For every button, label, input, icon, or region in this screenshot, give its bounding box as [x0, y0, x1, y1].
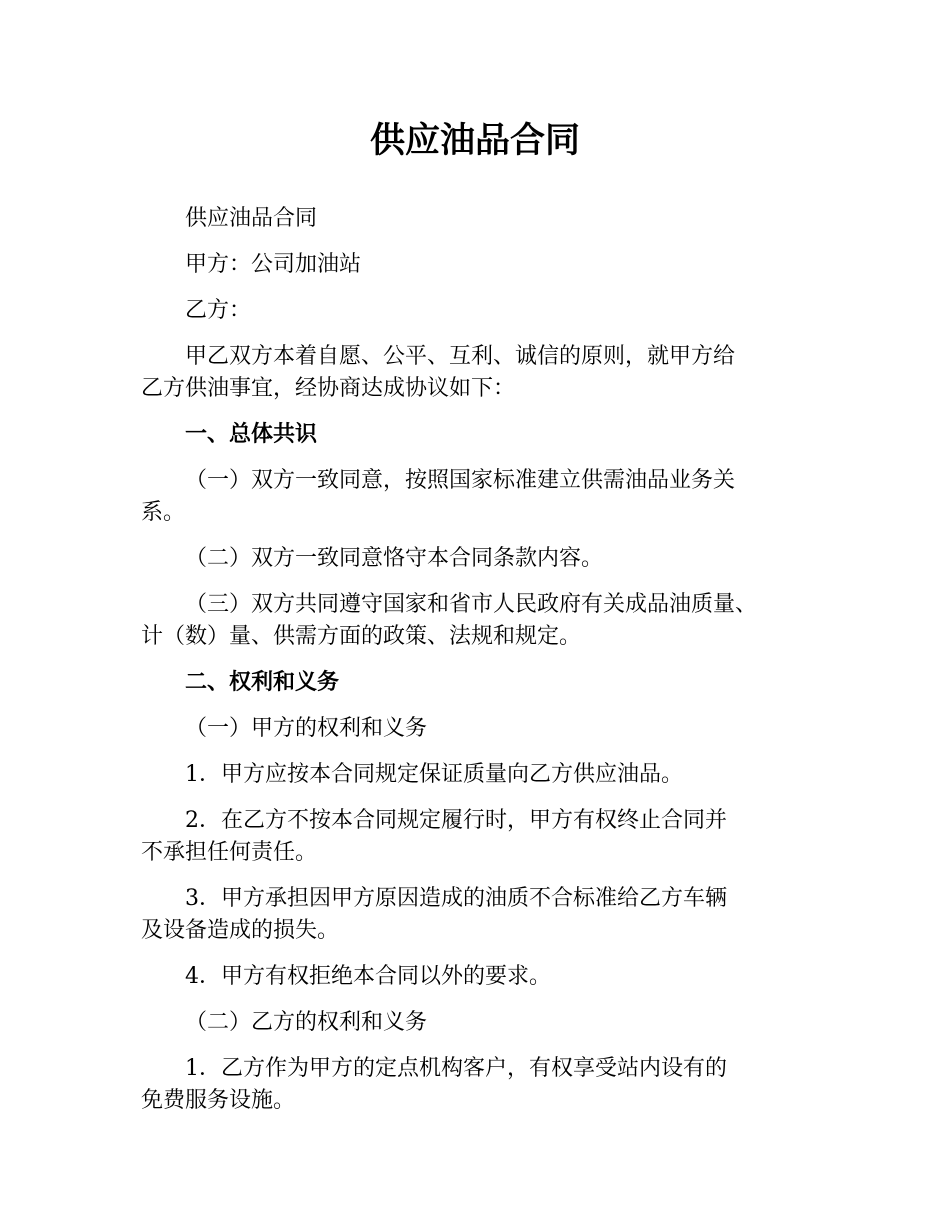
text-line: 一、总体共识	[185, 422, 318, 447]
paragraph	[141, 203, 821, 235]
text-line: （二）乙方的权利和义务	[185, 1010, 428, 1035]
text-line: 乙方：	[185, 298, 252, 323]
text-line: 及设备造成的损失。	[141, 918, 340, 943]
text-line: 乙方供油事宜，经协商达成协议如下：	[141, 376, 516, 401]
paragraph	[141, 1007, 821, 1039]
text-line: 不承担任何责任。	[141, 840, 318, 865]
paragraph	[141, 805, 821, 869]
text-line: （一）双方一致同意，按照国家标准建立供需油品业务关	[185, 468, 736, 493]
text-line: 1．甲方应按本合同规定保证质量向乙方供应油品。	[185, 762, 683, 787]
paragraph	[141, 883, 821, 947]
paragraph	[141, 961, 821, 993]
paragraph	[141, 341, 821, 405]
text-line: 二、权利和义务	[185, 670, 340, 695]
text-line: 供应油品合同	[185, 206, 318, 231]
section-heading	[141, 419, 821, 451]
text-line: 1．乙方作为甲方的定点机构客户，有权享受站内设有的	[185, 1056, 727, 1081]
text-line: 免费服务设施。	[141, 1088, 296, 1113]
document-body	[141, 203, 821, 1131]
text-line: （一）甲方的权利和义务	[185, 716, 428, 741]
text-line: 2．在乙方不按本合同规定履行时，甲方有权终止合同并	[185, 808, 727, 833]
text-line: 3．甲方承担因甲方原因造成的油质不合标准给乙方车辆	[185, 886, 727, 911]
paragraph	[141, 295, 821, 327]
document-title: 供应油品合同	[369, 121, 580, 161]
text-line: 计（数）量、供需方面的政策、法规和规定。	[141, 624, 582, 649]
text-line: 甲方：公司加油站	[185, 252, 362, 277]
text-line: （二）双方一致同意恪守本合同条款内容。	[185, 546, 604, 571]
paragraph	[141, 543, 821, 575]
paragraph	[141, 713, 821, 745]
paragraph	[141, 759, 821, 791]
paragraph	[141, 465, 821, 529]
paragraph	[141, 589, 821, 653]
text-line: 4．甲方有权拒绝本合同以外的要求。	[185, 964, 551, 989]
paragraph	[141, 249, 821, 281]
section-heading	[141, 667, 821, 699]
text-line: 系。	[141, 500, 186, 525]
text-line: （三）双方共同遵守国家和省市人民政府有关成品油质量、	[185, 592, 758, 617]
paragraph	[141, 1053, 821, 1117]
text-line: 甲乙双方本着自愿、公平、互利、诚信的原则，就甲方给	[185, 344, 736, 369]
